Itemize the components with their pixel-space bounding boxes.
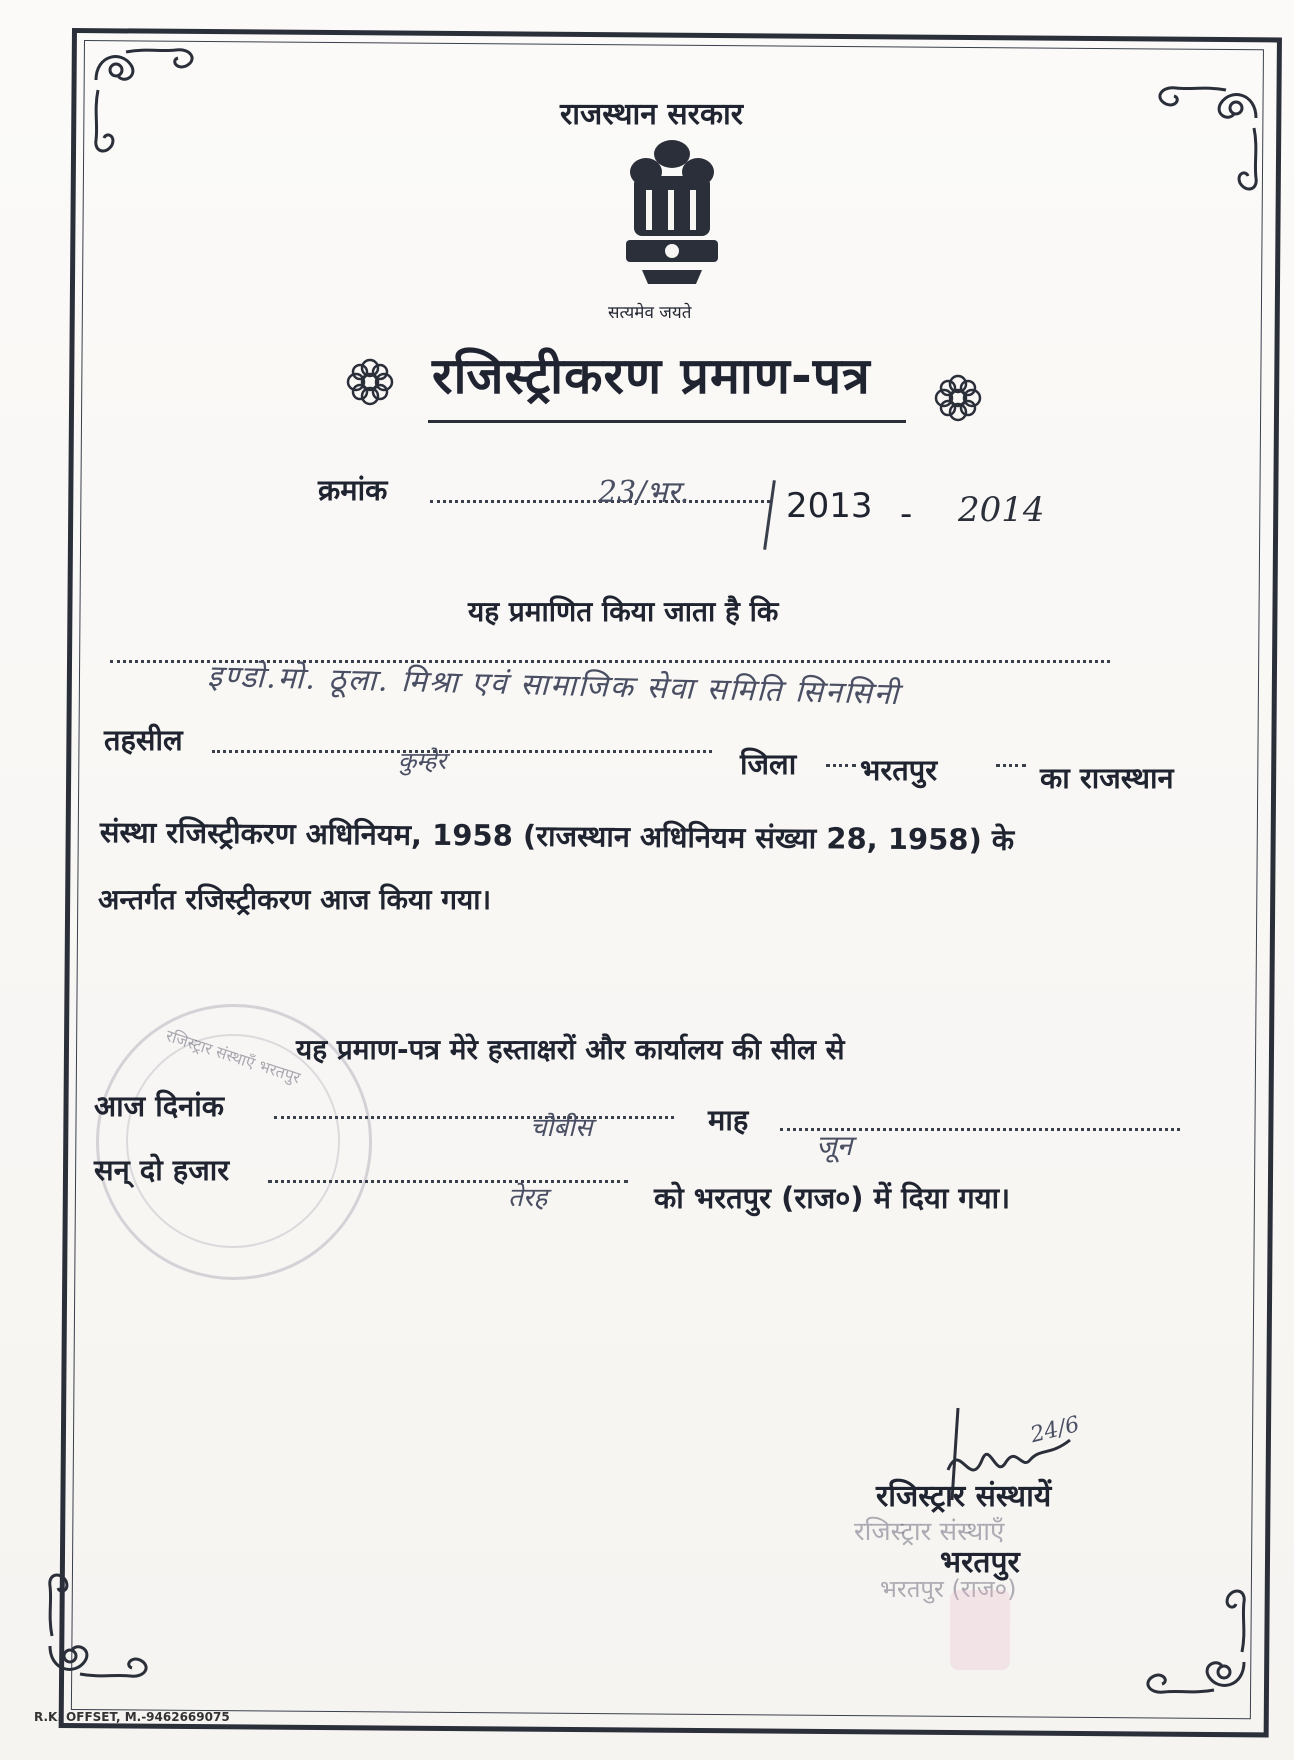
year-dotted-line [268, 1180, 628, 1183]
ink-smudge [950, 1590, 1010, 1670]
corner-ornament-bottom-left-icon [40, 1566, 160, 1686]
act-text-line-2: अन्तर्गत रजिस्ट्रीकरण आज किया गया। [98, 883, 492, 916]
title-underline [428, 420, 906, 423]
location-suffix: का राजस्थान [1040, 761, 1174, 795]
emblem-motto: सत्यमेव जयते [608, 303, 692, 323]
signature-handwritten-date: 24/6 [1028, 1412, 1082, 1449]
district-value: भरतपुर [860, 753, 938, 787]
registrar-stamp-line-2: भरतपुर (राज०) [880, 1575, 1017, 1603]
month-label: माह [708, 1103, 749, 1137]
corner-ornament-bottom-right-icon [1134, 1582, 1254, 1702]
flower-ornament-right-icon [928, 368, 988, 428]
year-label: सन् दो हजार [94, 1153, 230, 1187]
registrar-place: भरतपुर [940, 1545, 1020, 1580]
act-text-line-1: संस्था रजिस्ट्रीकरण अधिनियम, 1958 (राजस्थान अधिनियम संख्या 28, 1958) के [99, 814, 1015, 857]
district-label: जिला [740, 747, 797, 781]
government-heading: राजस्थान सरकार [560, 97, 744, 132]
serial-handwritten-number: 23/भर. [598, 475, 690, 510]
tehsil-value: कुम्हेर [398, 747, 447, 775]
printer-credit: R.K. OFFSET, M.-9462669075 [34, 1710, 230, 1724]
tehsil-label: तहसील [104, 723, 183, 757]
issued-at-text: को भरतपुर (राज०) में दिया गया। [654, 1181, 1011, 1215]
seal-text: रजिस्ट्रार संस्थाएँ भरतपुर [163, 1025, 303, 1088]
year-value: तेरह [508, 1183, 548, 1213]
serial-year-to: 2014 [958, 490, 1045, 530]
handwritten-society-name: इण्डो.मो. ठूला. मिश्रा एवं सामाजिक सेवा समिति सिनसिनी [206, 658, 901, 713]
district-dots-left [826, 764, 856, 767]
national-emblem-icon [612, 132, 732, 292]
corner-ornament-top-right-icon [1146, 78, 1266, 198]
registrar-stamp-line-1: रजिस्ट्रार संस्थाएँ [854, 1517, 1005, 1547]
month-value: जून [816, 1129, 853, 1162]
issue-line-1: यह प्रमाण-पत्र मेरे हस्ताक्षरों और कार्यालय की सील से [296, 1033, 845, 1066]
registrar-designation: रजिस्ट्रार संस्थायें [876, 1479, 1052, 1514]
flower-ornament-left-icon [340, 352, 400, 412]
district-dots-right [996, 764, 1026, 767]
serial-label: क्रमांक [318, 473, 388, 507]
date-label: आज दिनांक [94, 1089, 225, 1123]
corner-ornament-top-left-icon [86, 40, 206, 160]
certificate-title: रजिस्ट्रीकरण प्रमाण-पत्र [432, 347, 871, 405]
certify-intro: यह प्रमाणित किया जाता है कि [468, 595, 779, 628]
serial-dash: - [900, 494, 913, 534]
tehsil-dotted-line [212, 750, 712, 753]
date-dotted-line [274, 1116, 674, 1119]
serial-year-from: 2013 [786, 486, 873, 526]
date-value: चौबीस [530, 1113, 593, 1143]
